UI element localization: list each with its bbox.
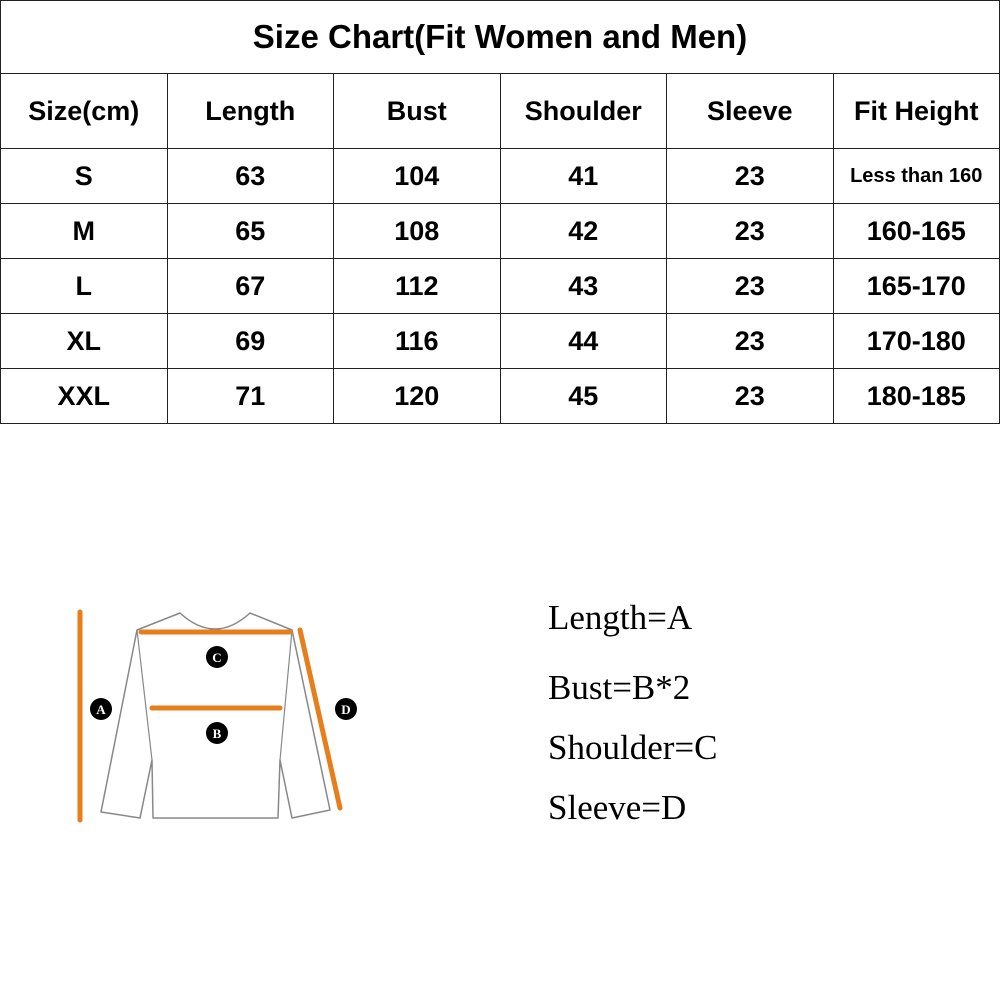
size-cell: S [1, 149, 168, 204]
bust-cell: 120 [334, 369, 501, 424]
sleeve-cell: 23 [667, 204, 834, 259]
fit-height-cell: Less than 160 [833, 149, 1000, 204]
legend-length: Length=A [548, 598, 693, 637]
fit-height-cell: 180-185 [833, 369, 1000, 424]
fit-height-cell: 160-165 [833, 204, 1000, 259]
sleeve-cell: 23 [667, 314, 834, 369]
size-cell: M [1, 204, 168, 259]
table-row [1, 204, 1000, 259]
sleeve-measure-line [300, 630, 340, 808]
table-row [1, 369, 1000, 424]
sleeve-seam-right [280, 630, 292, 760]
marker-a [90, 698, 112, 720]
legend-sleeve: Sleeve=D [548, 788, 687, 827]
table-row [1, 259, 1000, 314]
size-cell: L [1, 259, 168, 314]
marker-b [206, 722, 228, 744]
column-header: Fit Height [833, 74, 1000, 149]
sleeve-cell: 23 [667, 149, 834, 204]
bust-cell: 116 [334, 314, 501, 369]
legend-shoulder: Shoulder=C [548, 728, 718, 767]
size-cell: XL [1, 314, 168, 369]
sleeve-seam-left [137, 630, 152, 760]
shirt-diagram-svg [60, 590, 380, 840]
shirt-outline [101, 613, 330, 818]
length-cell: 63 [167, 149, 334, 204]
table-title: Size Chart(Fit Women and Men) [1, 1, 1000, 74]
fit-height-cell: 165-170 [833, 259, 1000, 314]
marker-b-label: B [212, 726, 222, 741]
column-header: Bust [334, 74, 501, 149]
legend-bust: Bust=B*2 [548, 668, 691, 707]
marker-d [335, 698, 357, 720]
bust-cell: 108 [334, 204, 501, 259]
column-header: Length [167, 74, 334, 149]
marker-a-label: A [96, 702, 106, 717]
length-cell: 71 [167, 369, 334, 424]
shoulder-cell: 44 [500, 314, 667, 369]
column-header: Size(cm) [1, 74, 168, 149]
shoulder-cell: 41 [500, 149, 667, 204]
shoulder-cell: 45 [500, 369, 667, 424]
size-cell: XXL [1, 369, 168, 424]
size-chart-table [0, 0, 1000, 424]
length-cell: 65 [167, 204, 334, 259]
sleeve-cell: 23 [667, 369, 834, 424]
column-header: Shoulder [500, 74, 667, 149]
table-row [1, 314, 1000, 369]
shoulder-cell: 43 [500, 259, 667, 314]
length-cell: 67 [167, 259, 334, 314]
fit-height-cell: 170-180 [833, 314, 1000, 369]
length-cell: 69 [167, 314, 334, 369]
bust-cell: 112 [334, 259, 501, 314]
column-header: Sleeve [667, 74, 834, 149]
shoulder-cell: 42 [500, 204, 667, 259]
table-row [1, 149, 1000, 204]
shirt-measurement-diagram [60, 590, 380, 840]
bust-cell: 104 [334, 149, 501, 204]
marker-c [206, 646, 228, 668]
header-row [1, 74, 1000, 149]
marker-c-label: C [212, 650, 222, 665]
marker-d-label: D [341, 702, 351, 717]
sleeve-cell: 23 [667, 259, 834, 314]
